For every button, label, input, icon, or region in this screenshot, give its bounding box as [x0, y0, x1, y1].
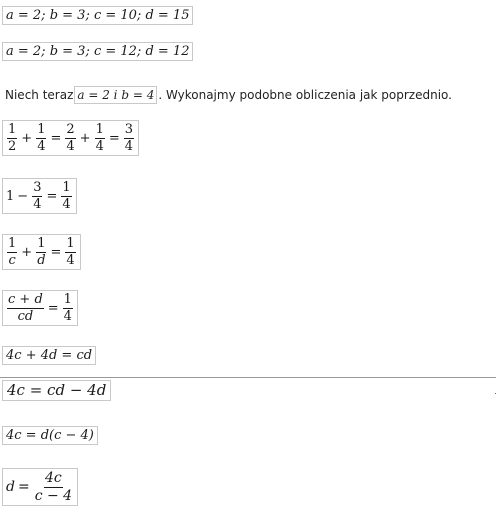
inline-equation[interactable]: a = 2 i b = 4 [74, 86, 157, 104]
operator: = [46, 188, 58, 204]
fraction [32, 181, 42, 211]
numerator: 1 [8, 122, 17, 137]
numerator: 2 [66, 122, 75, 137]
divider [0, 377, 496, 378]
denominator: c − 4 [34, 487, 73, 504]
numerator: 1 [63, 292, 72, 307]
fraction [7, 293, 44, 323]
fraction [7, 237, 17, 267]
paragraph-text-before: Niech teraz [5, 88, 74, 102]
numerator: 1 [62, 180, 71, 195]
equation-factored[interactable] [2, 426, 98, 445]
fraction [61, 181, 71, 211]
paragraph-text-after: . Wykonajmy podobne obliczenia jak poprzednio. [158, 88, 452, 102]
variable: d [6, 479, 15, 496]
operator: + [79, 130, 91, 146]
denominator: 2 [8, 138, 17, 154]
denominator: 4 [66, 138, 75, 154]
fraction [36, 237, 46, 267]
denominator: c [8, 252, 16, 268]
denominator: d [37, 252, 46, 268]
operator: + [21, 130, 33, 146]
equation-rearranged[interactable] [2, 380, 111, 401]
equation-reciprocal-sum[interactable] [2, 234, 81, 270]
numerator: 3 [124, 122, 134, 137]
equation-text: 4c = d(c − 4) [6, 428, 94, 443]
numerator: 1 [95, 122, 104, 137]
operator: = [17, 479, 30, 496]
equation-combined-fraction[interactable] [2, 290, 78, 326]
operator: + [21, 244, 33, 260]
fraction [36, 123, 46, 153]
operator: = [47, 300, 59, 316]
denominator: 4 [95, 138, 104, 154]
denominator: 4 [66, 252, 75, 268]
equation-text: a = 2; b = 3; c = 12; d = 12 [6, 44, 190, 59]
denominator: 4 [124, 138, 134, 154]
fraction [124, 123, 134, 153]
fraction [63, 293, 73, 323]
denominator: 4 [63, 308, 72, 324]
integer: 1 [6, 188, 15, 204]
fraction [95, 123, 105, 153]
fraction [65, 237, 75, 267]
operator: = [50, 130, 62, 146]
equation-text: 4c + 4d = cd [6, 348, 93, 363]
equation-text: 4c = cd − 4d [7, 381, 107, 399]
denominator: 4 [62, 196, 71, 212]
denominator: 4 [37, 138, 46, 154]
text-paragraph [5, 86, 452, 104]
denominator: 4 [33, 196, 42, 212]
fraction [7, 123, 17, 153]
marker-dot [495, 393, 496, 394]
fraction [34, 471, 73, 503]
denominator: cd [17, 308, 34, 324]
numerator: 4c [45, 470, 62, 486]
operator: = [108, 130, 120, 146]
equation-linear[interactable] [2, 346, 96, 365]
equation-solution[interactable] [2, 468, 78, 506]
operator: = [50, 244, 62, 260]
numerator: 1 [66, 236, 75, 251]
numerator: c + d [8, 292, 43, 307]
numerator: 3 [33, 180, 42, 195]
equation-text: a = 2; b = 3; c = 10; d = 15 [6, 8, 190, 23]
numerator: 1 [8, 236, 17, 251]
equation-values-1[interactable] [2, 6, 193, 25]
equation-fraction-sum[interactable] [2, 120, 139, 156]
equation-one-minus[interactable] [2, 178, 77, 214]
equation-values-2[interactable] [2, 42, 193, 61]
operator: − [17, 188, 29, 204]
fraction [65, 123, 75, 153]
numerator: 1 [37, 122, 46, 137]
numerator: 1 [37, 236, 46, 251]
